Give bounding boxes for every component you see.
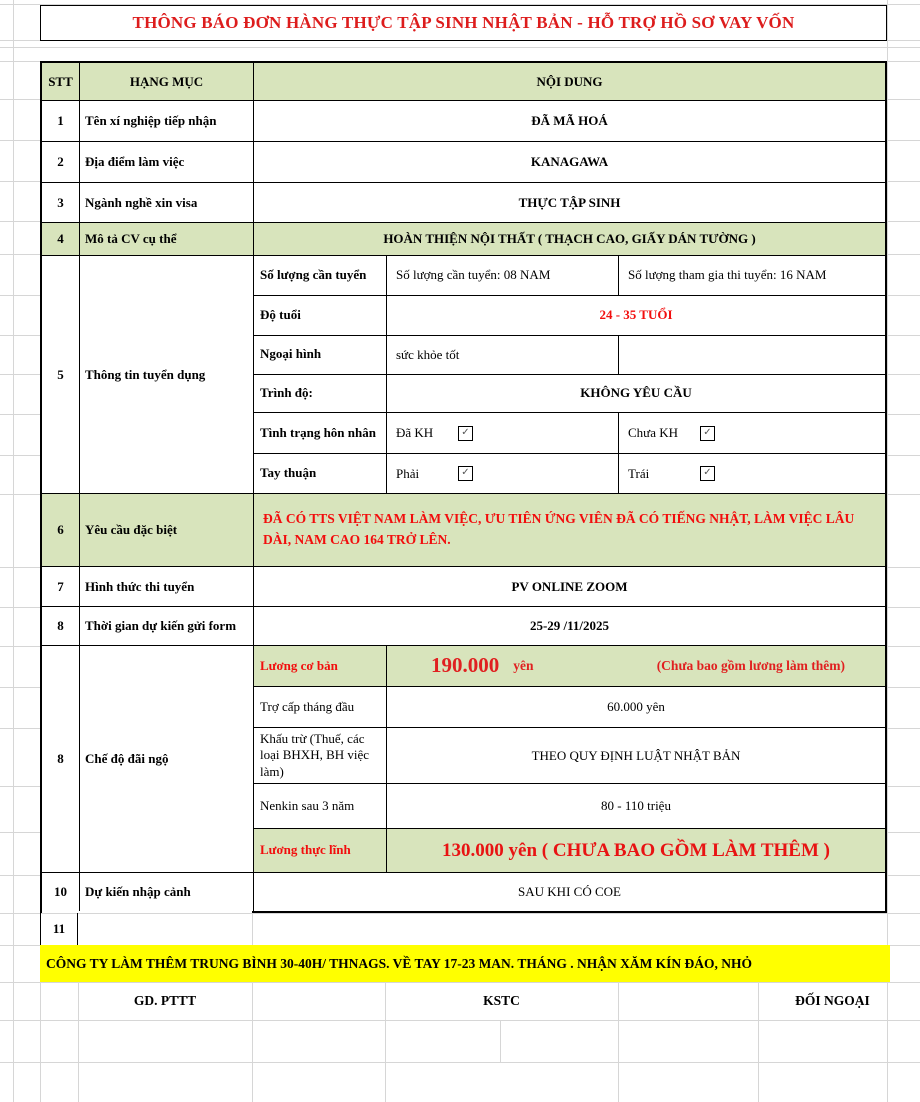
base-salary-label: Lương cơ bản xyxy=(254,646,387,686)
table-row-special-req xyxy=(42,494,885,567)
subrow-age xyxy=(254,296,885,336)
gridline xyxy=(0,47,920,48)
marital-label: Tình trạng hôn nhân xyxy=(254,413,387,453)
row5-subtable xyxy=(254,256,885,493)
education-value: KHÔNG YÊU CẦU xyxy=(580,385,692,401)
document-title: THÔNG BÁO ĐƠN HÀNG THỰC TẬP SINH NHẬT BẢN - HỖ TRỢ HỒ SƠ VAY VỐN xyxy=(132,13,795,32)
gridline xyxy=(0,1062,920,1063)
table-row-recruitment xyxy=(42,256,885,494)
subrow-appearance xyxy=(254,336,885,375)
hand-right-label: Phải xyxy=(396,465,420,481)
row8benefit-label: Chế độ đãi ngộ xyxy=(80,646,254,872)
subrow-education xyxy=(254,375,885,414)
first-month-label: Trợ cấp tháng đầu xyxy=(254,687,387,727)
subrow-base-salary xyxy=(254,646,885,687)
row4-value: HOÀN THIỆN NỘI THẤT ( THẠCH CAO, GIẤY DÁN TƯỜNG ) xyxy=(383,231,756,246)
net-salary-value: 130.000 yên ( CHƯA BAO GỒM LÀM THÊM ) xyxy=(442,839,830,861)
hand-left-checkbox[interactable]: ✓ xyxy=(700,466,715,481)
gridline xyxy=(500,1020,501,1062)
base-salary-cell xyxy=(387,646,885,686)
marital-married-checkbox[interactable]: ✓ xyxy=(458,426,473,441)
table-bottom-border xyxy=(252,911,887,913)
row3-value: THỰC TẬP SINH xyxy=(518,194,621,210)
subrow-nenkin xyxy=(254,784,885,829)
age-value: 24 - 35 TUỔI xyxy=(599,307,673,323)
signature-doi-ngoai: ĐỐI NGOẠI xyxy=(795,993,870,1008)
subrow-deduction xyxy=(254,728,885,785)
row8form-value: 25-29 /11/2025 xyxy=(529,618,610,633)
table-header-row xyxy=(42,63,885,101)
row5-label: Thông tin tuyển dụng xyxy=(80,256,254,493)
quantity-candidates: Số lượng tham gia thi tuyển: 16 NAM xyxy=(628,267,827,283)
marital-single-cell xyxy=(619,413,885,453)
gridline xyxy=(40,982,41,1102)
table-row xyxy=(42,142,885,183)
deduction-label: Khấu trừ (Thuế, các loại BHXH, BH việc làm) xyxy=(254,728,387,784)
marital-single-label: Chưa KH xyxy=(628,425,679,441)
quantity-needed: Số lượng cần tuyển: 08 NAM xyxy=(387,256,619,295)
table-row xyxy=(42,567,885,607)
row11-no: 11 xyxy=(40,913,78,945)
signature-kstc: KSTC xyxy=(483,993,520,1008)
row10-value: SAU KHI CÓ COE xyxy=(518,884,621,899)
subrow-first-month xyxy=(254,687,885,728)
table-row xyxy=(42,607,885,646)
row5-no: 5 xyxy=(42,256,80,493)
row2-value: KANAGAWA xyxy=(530,154,609,169)
table-row xyxy=(42,183,885,223)
row2-label: Địa điểm làm việc xyxy=(80,142,254,182)
gridline xyxy=(0,1020,920,1021)
table-row xyxy=(42,223,885,256)
hand-right-cell xyxy=(387,454,619,493)
row3-label: Ngành nghề xin visa xyxy=(80,183,254,222)
first-month-value: 60.000 yên xyxy=(607,698,665,714)
table-row xyxy=(42,873,885,911)
table-row-benefits xyxy=(42,646,885,873)
row1-no: 1 xyxy=(42,101,80,141)
appearance-extra xyxy=(619,336,885,374)
gridline xyxy=(0,913,920,914)
hand-right-checkbox[interactable]: ✓ xyxy=(458,466,473,481)
overtime-note-strip xyxy=(40,945,890,982)
header-category: HẠNG MỤC xyxy=(80,63,254,100)
education-label: Trình độ: xyxy=(254,375,387,413)
row10-no: 10 xyxy=(42,873,80,911)
gridline xyxy=(252,913,253,1102)
age-label: Độ tuổi xyxy=(254,296,387,335)
main-table xyxy=(40,61,887,913)
nenkin-label: Nenkin sau 3 năm xyxy=(254,784,387,828)
header-content: NỘI DUNG xyxy=(536,73,603,89)
subrow-marital xyxy=(254,413,885,454)
base-salary-amount: 190.000 xyxy=(431,653,500,678)
row6-label: Yêu cầu đặc biệt xyxy=(80,494,254,566)
row7-no: 7 xyxy=(42,567,80,606)
subrow-hand xyxy=(254,454,885,493)
marital-single-checkbox[interactable]: ✓ xyxy=(700,426,715,441)
row8form-no: 8 xyxy=(42,607,80,645)
signature-gd-pttt: GD. PTTT xyxy=(133,993,197,1008)
quantity-label: Số lượng cần tuyển xyxy=(254,256,387,295)
appearance-value: sức khỏe tốt xyxy=(387,336,619,374)
row7-label: Hình thức thi tuyển xyxy=(80,567,254,606)
deduction-value: THEO QUY ĐỊNH LUẬT NHẬT BẢN xyxy=(531,747,741,763)
row4-no: 4 xyxy=(42,223,80,255)
row6-no: 6 xyxy=(42,494,80,566)
row8form-label: Thời gian dự kiến gửi form xyxy=(80,607,254,645)
nenkin-value: 80 - 110 triệu xyxy=(601,798,671,814)
net-salary-label: Lương thực lĩnh xyxy=(254,829,387,872)
row10-label: Dự kiến nhập cảnh xyxy=(80,873,254,911)
marital-married-cell xyxy=(387,413,619,453)
row1-value: ĐÃ MÃ HOÁ xyxy=(531,113,608,128)
benefits-subtable xyxy=(254,646,885,872)
row8benefit-no: 8 xyxy=(42,646,80,872)
appearance-label: Ngoại hình xyxy=(254,336,387,374)
gridline xyxy=(13,0,14,1102)
overtime-note: CÔNG TY LÀM THÊM TRUNG BÌNH 30-40H/ THNAGS. VỀ TAY 17-23 MAN. THÁNG . NHẬN XĂM KÍN ĐÁO, NHỎ xyxy=(46,955,753,971)
row1-label: Tên xí nghiệp tiếp nhận xyxy=(80,101,254,141)
hand-label: Tay thuận xyxy=(254,454,387,493)
header-stt: STT xyxy=(42,63,80,100)
row4-label: Mô tả CV cụ thể xyxy=(80,223,254,255)
subrow-quantity xyxy=(254,256,885,296)
hand-left-label: Trái xyxy=(628,465,650,481)
row6-value: ĐÃ CÓ TTS VIỆT NAM LÀM VIỆC, ƯU TIÊN ỨNG VIÊN ĐÃ CÓ TIẾNG NHẬT, LÀM VIỆC LÂU DÀI, NAM CAO 164 TRỞ LÊN. xyxy=(263,511,855,547)
base-salary-unit: yên xyxy=(513,657,534,673)
gridline xyxy=(618,982,619,1102)
table-row xyxy=(42,101,885,142)
row2-no: 2 xyxy=(42,142,80,182)
base-salary-note: (Chưa bao gồm lương làm thêm) xyxy=(656,657,845,673)
subrow-net-salary xyxy=(254,829,885,872)
marital-married-label: Đã KH xyxy=(396,425,434,441)
hand-left-cell xyxy=(619,454,885,493)
row7-value: PV ONLINE ZOOM xyxy=(511,578,628,594)
row3-no: 3 xyxy=(42,183,80,222)
document-title-cell xyxy=(40,5,887,41)
gridline xyxy=(887,0,888,1102)
